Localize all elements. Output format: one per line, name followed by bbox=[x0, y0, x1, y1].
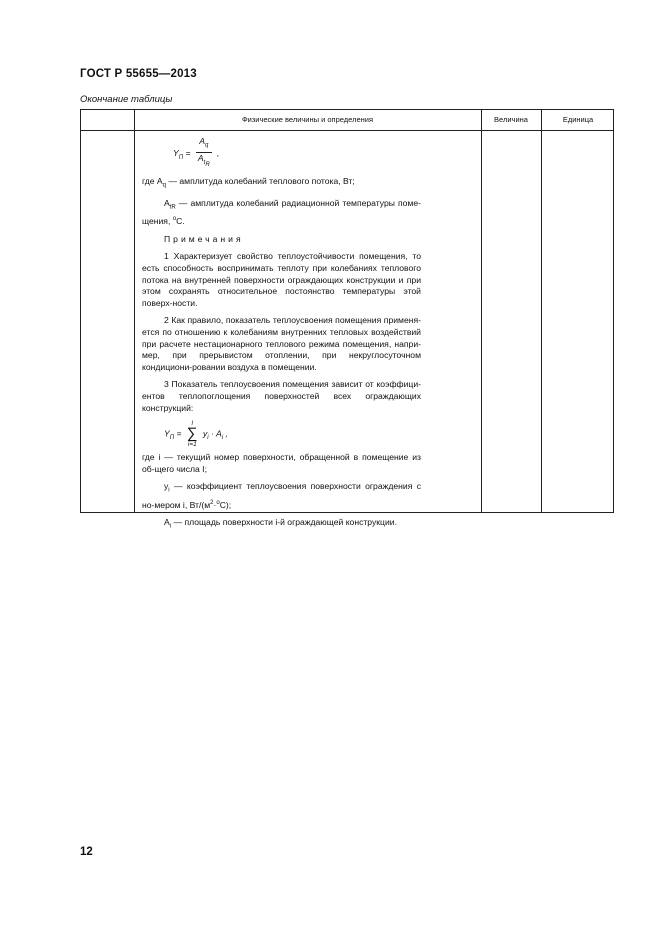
note-3: 3 Показатель теплоусвоения помещения зависит от коэффици-ентов теплопоглощения поверхностей всех ограждающих конструкций: bbox=[142, 379, 421, 413]
notes-title: Примечания bbox=[164, 233, 244, 244]
definitions-cell bbox=[142, 136, 421, 539]
header-cell-definitions: Физические величины и определения bbox=[241, 115, 374, 124]
note-1: 1 Характеризует свойство теплоустойчивости помещения, то есть способность воспринимать теплоту при колебаниях теплового потока на внутренней поверхности ограждающих конструкции и при этом сохранять относительное постоянство температуры этой поверх-ности. bbox=[142, 251, 421, 308]
definition-i: где i — текущий номер поверхности, обращенной в помещение из об-щего числа I; bbox=[142, 452, 421, 474]
fraction: $\frac{A_q}{A_{t_R}}$ bbox=[197, 136, 210, 169]
table-caption: Окончание таблицы bbox=[80, 94, 173, 105]
document-header: ГОСТ Р 55655—2013 bbox=[80, 68, 197, 80]
column-divider bbox=[134, 110, 135, 512]
column-divider bbox=[541, 110, 542, 512]
note-2: 2 Как правило, показатель теплоусвоения помещения применя-ется по отношению к колебаниям внутренних тепловых воздействий при расчете нестационарного теплового режима помещения, напри-мер, при прерывистом отоплении, при некруглосуточном кондициони-ровании воздуха в помещении. bbox=[142, 315, 421, 372]
definition-yi: $y_i$ — коэффициент теплоусвоения поверхности ограждения с но-мером i, $Вт/(м^2\cdot^oC)$; bbox=[142, 481, 421, 510]
formula-sum: $Y_П$ = l ∑ i=1 $y_i \cdot A_i$ , bbox=[164, 420, 228, 449]
sum-symbol: l ∑ i=1 bbox=[186, 420, 198, 449]
definitions-table bbox=[80, 109, 614, 530]
header-cell-unit: Единица bbox=[562, 115, 594, 124]
column-divider bbox=[481, 110, 482, 512]
header-cell-quantity: Величина bbox=[494, 115, 528, 124]
definition-temperature-amplitude: $A_{tR}$ — амплитуда колебаний радиационной температуры поме-щения, $^o$C. bbox=[142, 198, 421, 227]
formula-heat-absorption: $Y_П$ = $\frac{A_q}{A_{t_R}}$ , bbox=[142, 136, 421, 172]
definition-heat-flow-amplitude: где $A_q$ — амплитуда колебаний теплового потока, Вт; bbox=[142, 175, 355, 189]
header-cell-empty bbox=[81, 110, 134, 130]
page-number: 12 bbox=[80, 846, 93, 858]
definition-ai: $A_i$ — площадь поверхности i-й ограждающей конструкции. bbox=[164, 517, 397, 530]
header-divider bbox=[81, 130, 613, 131]
